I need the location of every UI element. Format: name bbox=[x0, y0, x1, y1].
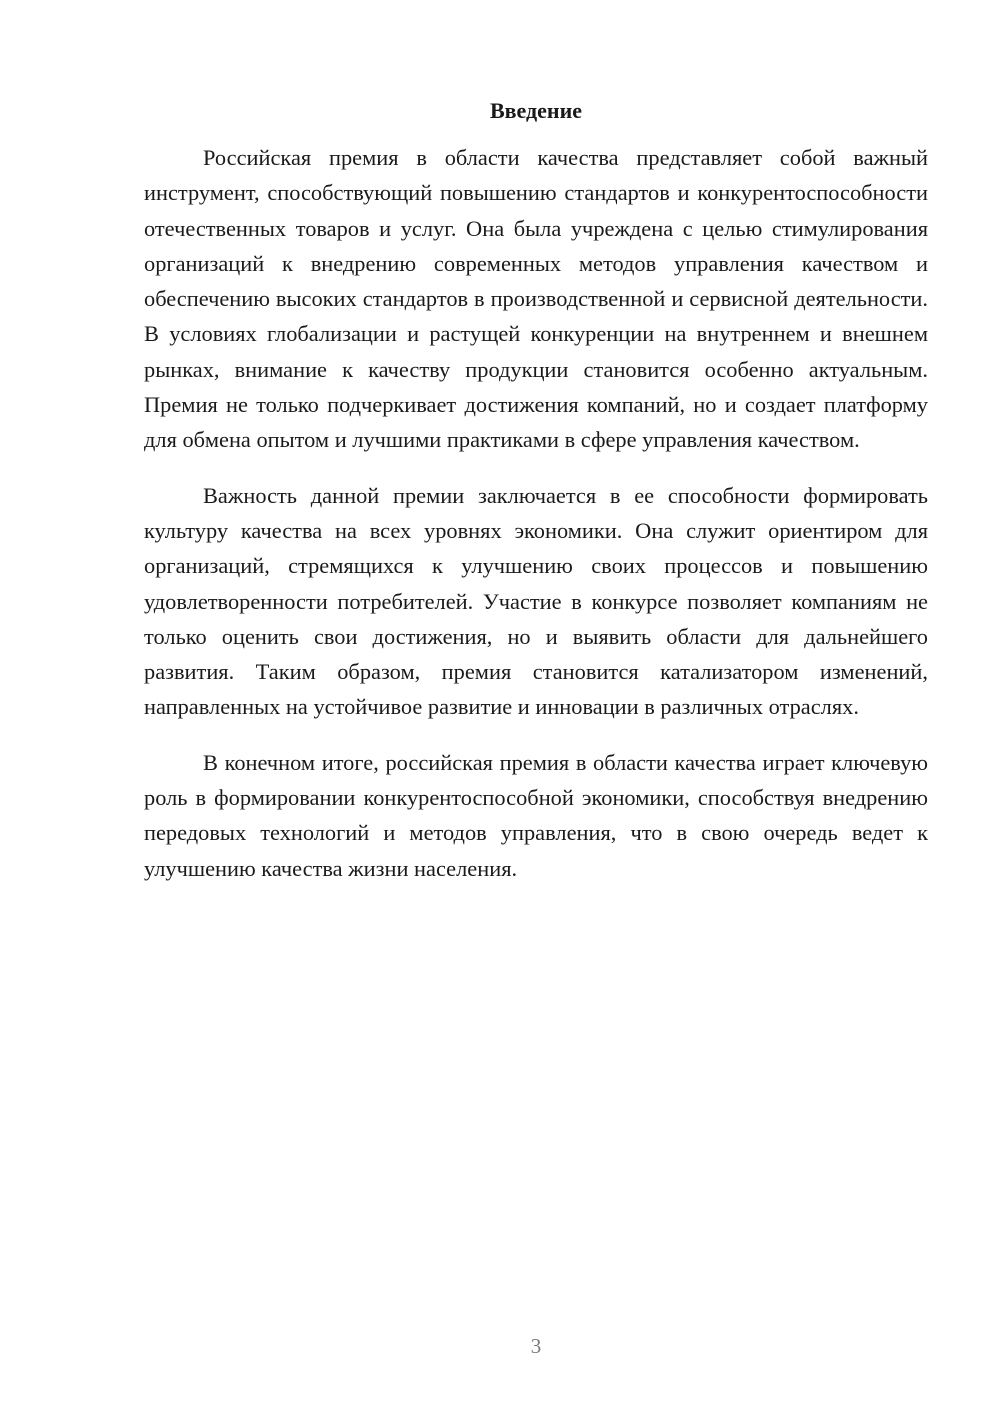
page-number: 3 bbox=[530, 1334, 542, 1358]
document-body bbox=[144, 94, 928, 906]
paragraph-3: В конечном итоге, российская премия в области качества играет ключевую роль в формировании конкурентоспособной экономики, способствуя внедрению передовых технологий и методов управления, что в свою очередь ведет к улучшению качества жизни населения. bbox=[144, 749, 928, 881]
paragraph-1: Российская премия в области качества представляет собой важный инструмент, способствующий повышению стандартов и конкурентоспособности отечественных товаров и услуг. Она была учреждена с целью стимулирования организаций к внедрению современных методов управления качеством и обеспечению высоких стандартов в производственной и сервисной деятельности. В условиях глобализации и растущей конкуренции на внутреннем и внешнем рынках, внимание к качеству продукции становится особенно актуальным. Премия не только подчеркивает достижения компаний, но и создает платформу для обмена опытом и лучшими практиками в сфере управления качеством. bbox=[144, 145, 928, 453]
paragraph-2: Важность данной премии заключается в ее способности формировать культуру качества на всех уровнях экономики. Она служит ориентиром для организаций, стремящихся к улучшению своих процессов и повышению удовлетворенности потребителей. Участие в конкурсе позволяет компаниям не только оценить свои достижения, но и выявить области для дальнейшего развития. Таким образом, премия становится катализатором изменений, направленных на устойчивое развитие и инновации в различных отраслях. bbox=[144, 482, 928, 720]
section-title: Введение bbox=[489, 98, 583, 123]
